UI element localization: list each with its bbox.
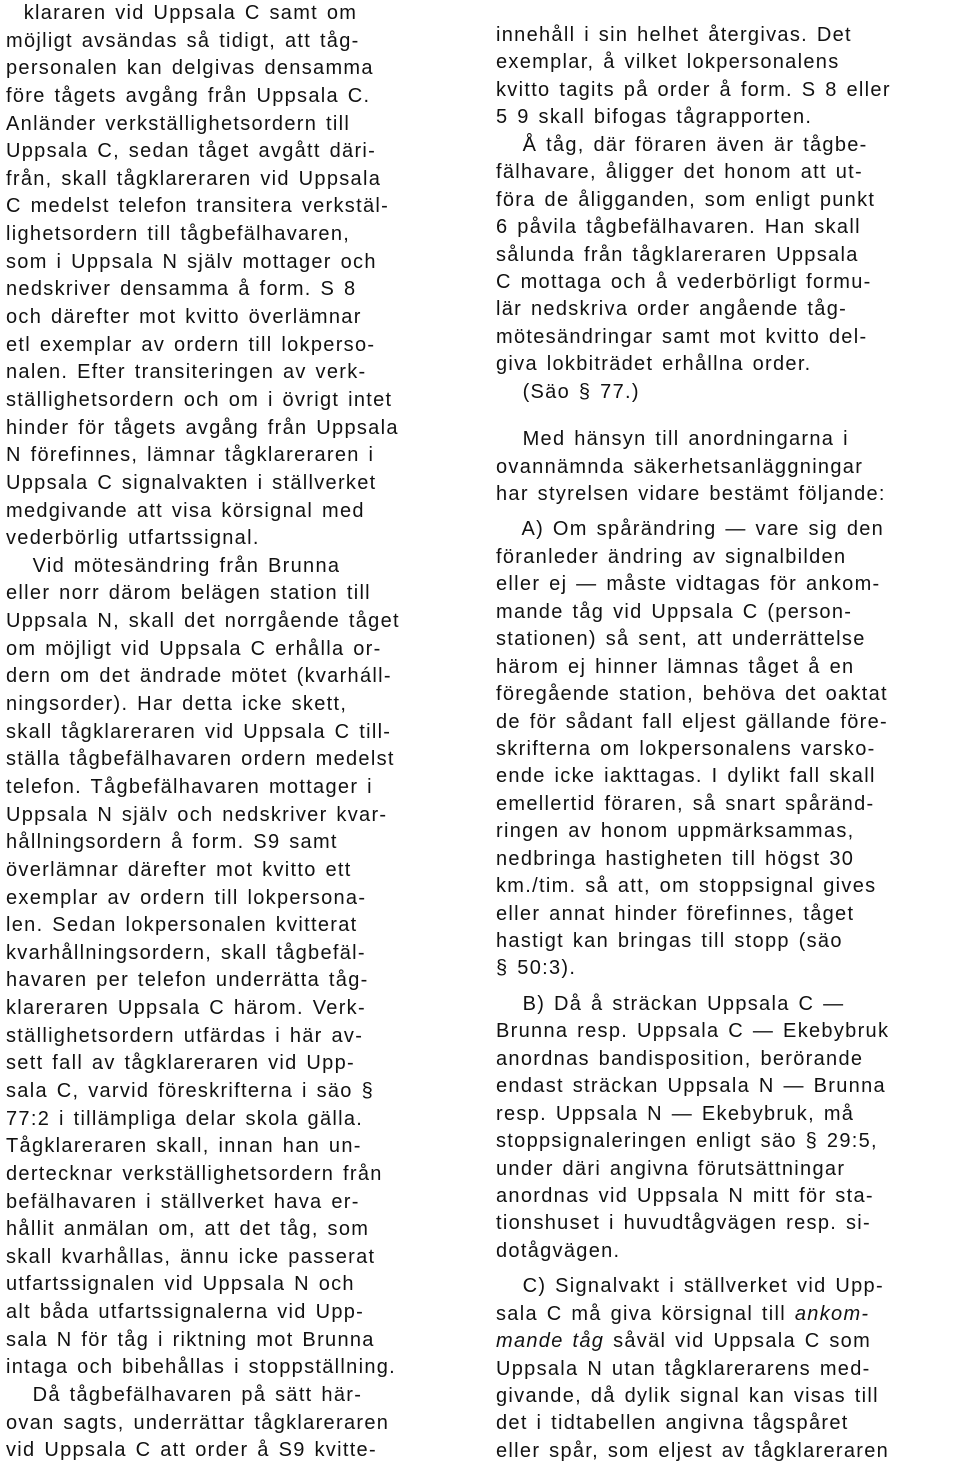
text-line xyxy=(496,1328,956,1355)
paragraph-med-hansyn xyxy=(496,426,956,508)
text-line: exemplar, å vilket lokpersonalens xyxy=(496,51,840,74)
text-line: klararen vid Uppsala C samt om xyxy=(6,2,358,24)
text-line: har styrelsen vidare bestämt följande: xyxy=(496,483,886,505)
text-line: nedbringa hastigheten till högst 30 xyxy=(496,847,855,870)
text-line: ställa tågbefälhavaren ordern medelst xyxy=(6,748,395,771)
text-line: alt båda utfartssignalerna vid Upp- xyxy=(6,1301,365,1324)
text-line: telefon. Tågbefälhavaren mottager i xyxy=(6,775,373,798)
text-line: mande tåg vid Uppsala C (person- xyxy=(496,600,853,623)
text-line: Uppsala N, skall det norrgående tåget xyxy=(6,610,400,633)
paragraph-c-signalvakt xyxy=(496,1273,956,1465)
text-line: innehåll i sin helhet återgivas. Det xyxy=(496,24,852,46)
text-line: möjligt avsändas så tidigt, att tåg- xyxy=(6,29,360,52)
right-text-column xyxy=(496,22,956,1465)
text-line: Uppsala N utan tågklarerarens med- xyxy=(496,1357,871,1380)
text-line: hastigt kan bringas till stopp (säo xyxy=(496,930,843,952)
text-line: det i tidtabellen angivna tågspåret xyxy=(496,1412,849,1435)
text-line: före tågets avgång från Uppsala C. xyxy=(6,84,371,107)
text-line xyxy=(496,1301,956,1328)
text-line: sala N för tåg i riktning mot Brunna xyxy=(6,1328,375,1351)
text-line: endast sträckan Uppsala N — Brunna xyxy=(496,1075,886,1098)
text-line: dern om det ändrade mötet (kvarháll- xyxy=(6,665,392,688)
text-line: personalen kan delgivas densamma xyxy=(6,57,374,80)
text-line: ställighetsordern och om i övrigt intet xyxy=(6,388,393,411)
text-line: utfartssignalen vid Uppsala N och xyxy=(6,1273,355,1296)
text-line: tionshuset i huvudtågvägen resp. si- xyxy=(496,1212,871,1235)
text-line: Anländer verkställighetsordern till xyxy=(6,112,351,135)
text-line: hållit anmälan om, att det tåg, som xyxy=(6,1218,370,1241)
text-line: havaren per telefon underrätta tåg- xyxy=(6,969,369,992)
text-line: som i Uppsala N själv mottager och xyxy=(6,250,377,273)
text-line: hinder för tågets avgång från Uppsala xyxy=(6,416,399,439)
text-line: nedskriver densamma å form. S 8 xyxy=(6,278,357,301)
text-line: C mottaga och å vederbörligt formu- xyxy=(496,270,872,293)
left-text-column xyxy=(6,0,466,1465)
text-line: ställighetsordern utfärdas i här av- xyxy=(6,1024,364,1047)
paragraph-a-sparandring xyxy=(496,516,956,982)
text-line: skall tågklareraren vid Uppsala C till- xyxy=(6,720,392,743)
text-line: stoppsignaleringen enligt säo § 29:5, xyxy=(496,1130,878,1153)
paragraph-b-bandisposition xyxy=(496,991,956,1265)
text-line: ovannämnda säkerhetsanläggningar xyxy=(496,455,864,478)
text-line: C) Signalvakt i ställverket vid Upp- xyxy=(496,1275,884,1298)
text-line: resp. Uppsala N — Ekebybruk, må xyxy=(496,1102,855,1125)
text-line: A) Om spårändring — vare sig den xyxy=(496,518,885,541)
text-line: Med hänsyn till anordningarna i xyxy=(496,428,849,451)
text-line: giva lokbiträdet erhållna order. xyxy=(496,353,812,376)
text-line: 5 9 skall bifogas tågrapporten. xyxy=(496,106,813,129)
text-line: Då tågbefälhavaren på sätt här- xyxy=(6,1384,363,1407)
text-span: sala C må giva körsignal till xyxy=(496,1302,795,1325)
text-line: de för sådant fall eljest gällande före- xyxy=(496,710,888,733)
text-line: Å tåg, där föraren även är tågbe- xyxy=(496,133,868,156)
text-line: stationen) så sent, att underrättelse xyxy=(496,628,866,651)
text-line: exemplar av ordern till lokpersona- xyxy=(6,886,367,909)
text-line: intaga och bibehållas i stoppställning. xyxy=(6,1356,397,1379)
text-line: sett fall av tågklareraren vid Upp- xyxy=(6,1052,355,1075)
text-line: km./tim. så att, om stoppsignal gives xyxy=(496,875,877,898)
text-line: Vid mötesändring från Brunna xyxy=(6,554,341,577)
text-line: dertecknar verkställighetsordern från xyxy=(6,1162,383,1185)
text-line: mötesändringar samt mot kvitto del- xyxy=(496,325,868,348)
text-line: anordnas vid Uppsala N mitt för sta- xyxy=(496,1184,874,1207)
text-line: nalen. Efter transiteringen av verk- xyxy=(6,361,367,384)
text-line: eller spår, som eljest av tågklareraren xyxy=(496,1439,890,1462)
text-line: Tågklareraren skall, innan han un- xyxy=(6,1135,362,1158)
text-line: Brunna resp. Uppsala C — Ekebybruk xyxy=(496,1020,890,1043)
text-line: vid Uppsala C att order å S9 kvitte- xyxy=(6,1439,377,1462)
text-line: föregående station, behöva det oaktat xyxy=(496,683,888,706)
text-line: medgivande att visa körsignal med xyxy=(6,499,365,522)
text-line: § 50:3). xyxy=(496,957,577,980)
italic-text: mande tåg xyxy=(496,1330,605,1353)
text-line: emellertid föraren, så snart spåränd- xyxy=(496,792,875,815)
text-line: len. Sedan lokpersonalen kvitterat xyxy=(6,914,358,937)
text-line: ringen av honom uppmärksammas, xyxy=(496,820,855,843)
text-line: skrifterna om lokpersonalens varsko- xyxy=(496,737,876,760)
text-line: 6 påvila tågbefälhavaren. Han skall xyxy=(496,216,861,239)
text-line: eller norr därom belägen station till xyxy=(6,582,371,605)
text-line: C medelst telefon transitera verkstäl- xyxy=(6,195,390,218)
paragraph-tagbefalhavare xyxy=(496,22,956,406)
text-line: eller annat hinder förefinnes, tåget xyxy=(496,902,855,925)
text-line: ningsorder). Har detta icke skett, xyxy=(6,693,348,716)
text-line: om möjligt vid Uppsala C erhålla or- xyxy=(6,637,382,660)
text-line: skall kvarhållas, ännu icke passerat xyxy=(6,1245,376,1268)
text-line: fälhavare, åligger det honom att ut- xyxy=(496,161,863,184)
text-line: kvitto tagits på order å form. S 8 eller xyxy=(496,78,891,101)
text-line: hållningsordern å form. S9 samt xyxy=(6,831,338,854)
text-line: och därefter mot kvitto överlämnar xyxy=(6,306,362,329)
text-line: ende icke iakttagas. I dylikt fall skall xyxy=(496,765,876,788)
text-line: Uppsala N själv och nedskriver kvar- xyxy=(6,803,388,826)
text-line: etl exemplar av ordern till lokperso- xyxy=(6,333,376,356)
text-line: dotågvägen. xyxy=(496,1239,621,1262)
text-line: från, skall tågklareraren vid Uppsala xyxy=(6,167,382,190)
text-line: vederbörlig utfartssignal. xyxy=(6,527,260,550)
text-line: anordnas bandisposition, berörande xyxy=(496,1047,864,1070)
text-line: eller ej — måste vidtagas för ankom- xyxy=(496,573,881,596)
text-line: (Säo § 77.) xyxy=(496,380,640,403)
italic-text: ankom- xyxy=(794,1302,870,1325)
text-line: befälhavaren i ställverket hava er- xyxy=(6,1190,360,1213)
text-line: sålunda från tågklareraren Uppsala xyxy=(496,243,859,266)
text-line: ovan sagts, underrättar tågklareraren xyxy=(6,1411,390,1434)
text-line: kvarhållningsordern, skall tågbefäl- xyxy=(6,941,366,964)
text-line: under däri angivna förutsättningar xyxy=(496,1157,846,1180)
text-line: sala C, varvid föreskrifterna i säo § xyxy=(6,1079,374,1102)
text-line: lighetsordern till tågbefälhavaren, xyxy=(6,223,351,246)
text-line: lär nedskriva order angående tåg- xyxy=(496,298,848,321)
text-line: Uppsala C signalvakten i ställverket xyxy=(6,471,377,494)
text-line: givande, då dylik signal kan visas till xyxy=(496,1385,879,1407)
text-span: såväl vid Uppsala C som xyxy=(604,1330,872,1353)
text-line: föra de åligganden, som enligt punkt xyxy=(496,188,876,211)
text-line: föranleder ändring av signalbilden xyxy=(496,545,847,568)
text-line: härom ej hinner lämnas tåget å en xyxy=(496,655,855,678)
text-line: B) Då å sträckan Uppsala C — xyxy=(496,992,845,1015)
text-line: överlämnar därefter mot kvitto ett xyxy=(6,858,352,881)
text-line: Uppsala C, sedan tåget avgått däri- xyxy=(6,140,377,163)
text-line: N förefinnes, lämnar tågklareraren i xyxy=(6,444,375,467)
text-line: klareraren Uppsala C härom. Verk- xyxy=(6,997,366,1020)
text-line: 77:2 i tillämpliga delar skola gälla. xyxy=(6,1107,364,1130)
